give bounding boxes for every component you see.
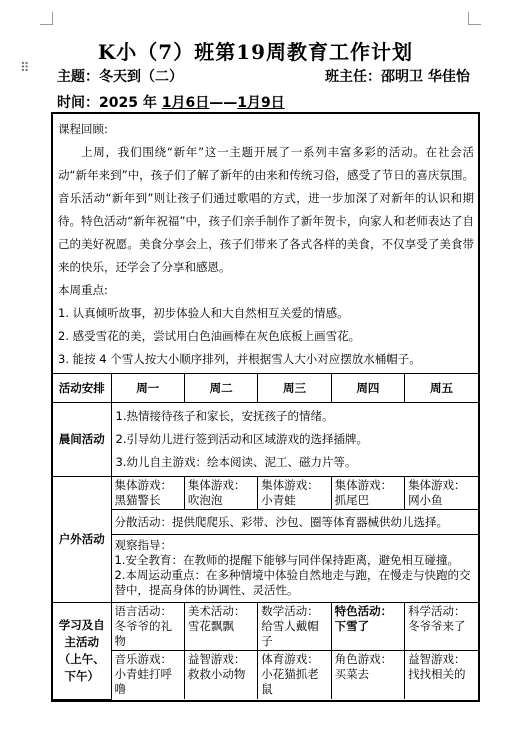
time-year: 2025 bbox=[99, 95, 138, 111]
teacher-value: 邵明卫 华佳怡 bbox=[381, 69, 470, 85]
header-cell: 周四 bbox=[331, 374, 404, 403]
page-title: K小（7）班第19周教育工作计划 bbox=[97, 40, 414, 64]
schedule-header-row bbox=[53, 374, 478, 403]
morning-item: 3.幼儿自主游戏：绘本阅读、泥工、磁力片等。 bbox=[115, 455, 357, 469]
morning-item: 2.引导幼儿进行签到活动和区域游戏的选择插牌。 bbox=[115, 432, 368, 446]
game-cell: 集体游戏：抓尾巴 bbox=[331, 477, 404, 510]
review-paragraph: 上周，我们围绕“新年”这一主题开展了一系列丰富多彩的活动。在社会活动“新年来到”中，孩子们了解了新年的由来和传统习俗，感受了节日的喜庆氛围。音乐活动“新年到”则让孩子们通过歌唱的方式，进一步加深了对新年的认识和期待。特色活动“新年祝福”中，孩子们亲手制作了新年贺卡，向家人和老师表达了自己的美好祝愿。美食分享会上，孩子们带来了各式各样的美食，不仅享受了美食带来的快乐，还学会了分享和感恩。 bbox=[58, 145, 474, 274]
header-cell: 活动安排 bbox=[53, 374, 111, 403]
game-cell: 集体游戏：吹泡泡 bbox=[184, 477, 257, 510]
focus-heading: 本周重点: bbox=[58, 283, 108, 297]
teacher-label: 班主任： bbox=[325, 69, 381, 85]
distributed-activity: 分散活动：提供爬爬乐、彩带、沙包、圈等体育器械供幼儿选择。 bbox=[111, 510, 478, 535]
focus-item: 1. 认真倾听故事，初步体验人和大自然相互关爱的情感。 bbox=[58, 306, 349, 320]
learning-cell: 体育游戏：小花猫抓老鼠 bbox=[258, 651, 331, 700]
plan-table bbox=[51, 112, 480, 702]
row-label: 户外活动 bbox=[53, 477, 111, 603]
learning-cell: 音乐游戏：小青蛙打呼噜 bbox=[111, 651, 184, 700]
observation-item: 1.安全教育：在教师的提醒下能够与同伴保持距离，避免相互碰撞。 bbox=[114, 553, 459, 567]
outdoor-distributed-row bbox=[53, 510, 478, 535]
morning-activities bbox=[111, 403, 478, 477]
observation-guidance bbox=[111, 535, 478, 603]
learning-cell: 角色游戏：买菜去 bbox=[331, 651, 404, 700]
outdoor-games-row bbox=[53, 477, 478, 510]
header-cell: 周五 bbox=[405, 374, 478, 403]
theme-line bbox=[57, 66, 183, 86]
margin-corner-mark bbox=[40, 12, 53, 25]
time-separator: —— bbox=[209, 95, 238, 111]
row-label bbox=[53, 603, 111, 700]
game-cell: 集体游戏：黑猫警长 bbox=[111, 477, 184, 510]
learning-label-line: 学习及自 bbox=[58, 617, 105, 632]
game-cell: 集体游戏：小青蛙 bbox=[258, 477, 331, 510]
learning-cell: 科学活动：冬爷爷来了 bbox=[405, 603, 478, 651]
time-label: 时间： bbox=[57, 95, 99, 111]
learning-cell: 益智游戏：救救小动物 bbox=[184, 651, 257, 700]
schedule-table bbox=[53, 374, 478, 700]
time-start: 1月6日 bbox=[161, 95, 210, 111]
learning-cell: 美术活动：雪花飘飘 bbox=[184, 603, 257, 651]
time-year-suffix: 年 bbox=[142, 95, 157, 111]
learning-cell: 数学活动：给雪人戴帽子 bbox=[258, 603, 331, 651]
learning-label-line: （上午、 bbox=[58, 651, 105, 666]
margin-corner-mark bbox=[468, 12, 481, 25]
morning-row bbox=[53, 403, 478, 477]
theme-value: 冬天到（二） bbox=[99, 69, 183, 85]
header-cell: 周一 bbox=[111, 374, 184, 403]
time-line bbox=[57, 92, 285, 112]
learning-label-line: 主活动 bbox=[64, 634, 99, 649]
course-review-section bbox=[53, 114, 478, 374]
theme-label: 主题： bbox=[57, 69, 99, 85]
observation-item: 2.本周运动重点：在多种情境中体验自然地走与跑，在慢走与快跑的交替中，提高身体的协调性、灵活性。 bbox=[114, 568, 471, 597]
header-cell: 周三 bbox=[258, 374, 331, 403]
focus-item: 3. 能按 4 个雪人按大小顺序排列，并根据雪人大小对应摆放水桶帽子。 bbox=[58, 352, 421, 366]
observation-heading: 观察指导： bbox=[114, 538, 172, 552]
learning-cell: 特色活动：下雪了 bbox=[331, 603, 404, 651]
game-cell: 集体游戏：网小鱼 bbox=[405, 477, 478, 510]
header-cell: 周二 bbox=[184, 374, 257, 403]
outdoor-observation-row bbox=[53, 535, 478, 603]
row-label: 晨间活动 bbox=[53, 403, 111, 477]
learning-cell: 语言活动：冬爷爷的礼物 bbox=[111, 603, 184, 651]
teacher-line bbox=[325, 66, 470, 86]
focus-item: 2. 感受雪花的美，尝试用白色油画棒在灰色底板上画雪花。 bbox=[58, 329, 361, 343]
drag-handle-icon[interactable]: ⠿ bbox=[20, 61, 31, 76]
learning-row-1 bbox=[53, 603, 478, 651]
review-heading: 课程回顾: bbox=[58, 122, 108, 136]
learning-row-2 bbox=[53, 651, 478, 700]
learning-cell: 益智游戏：找找相关的 bbox=[405, 651, 478, 700]
time-end: 1月9日 bbox=[237, 95, 285, 111]
morning-item: 1.热情接待孩子和家长，安抚孩子的情绪。 bbox=[115, 409, 334, 423]
learning-label-line: 下午） bbox=[64, 668, 99, 683]
